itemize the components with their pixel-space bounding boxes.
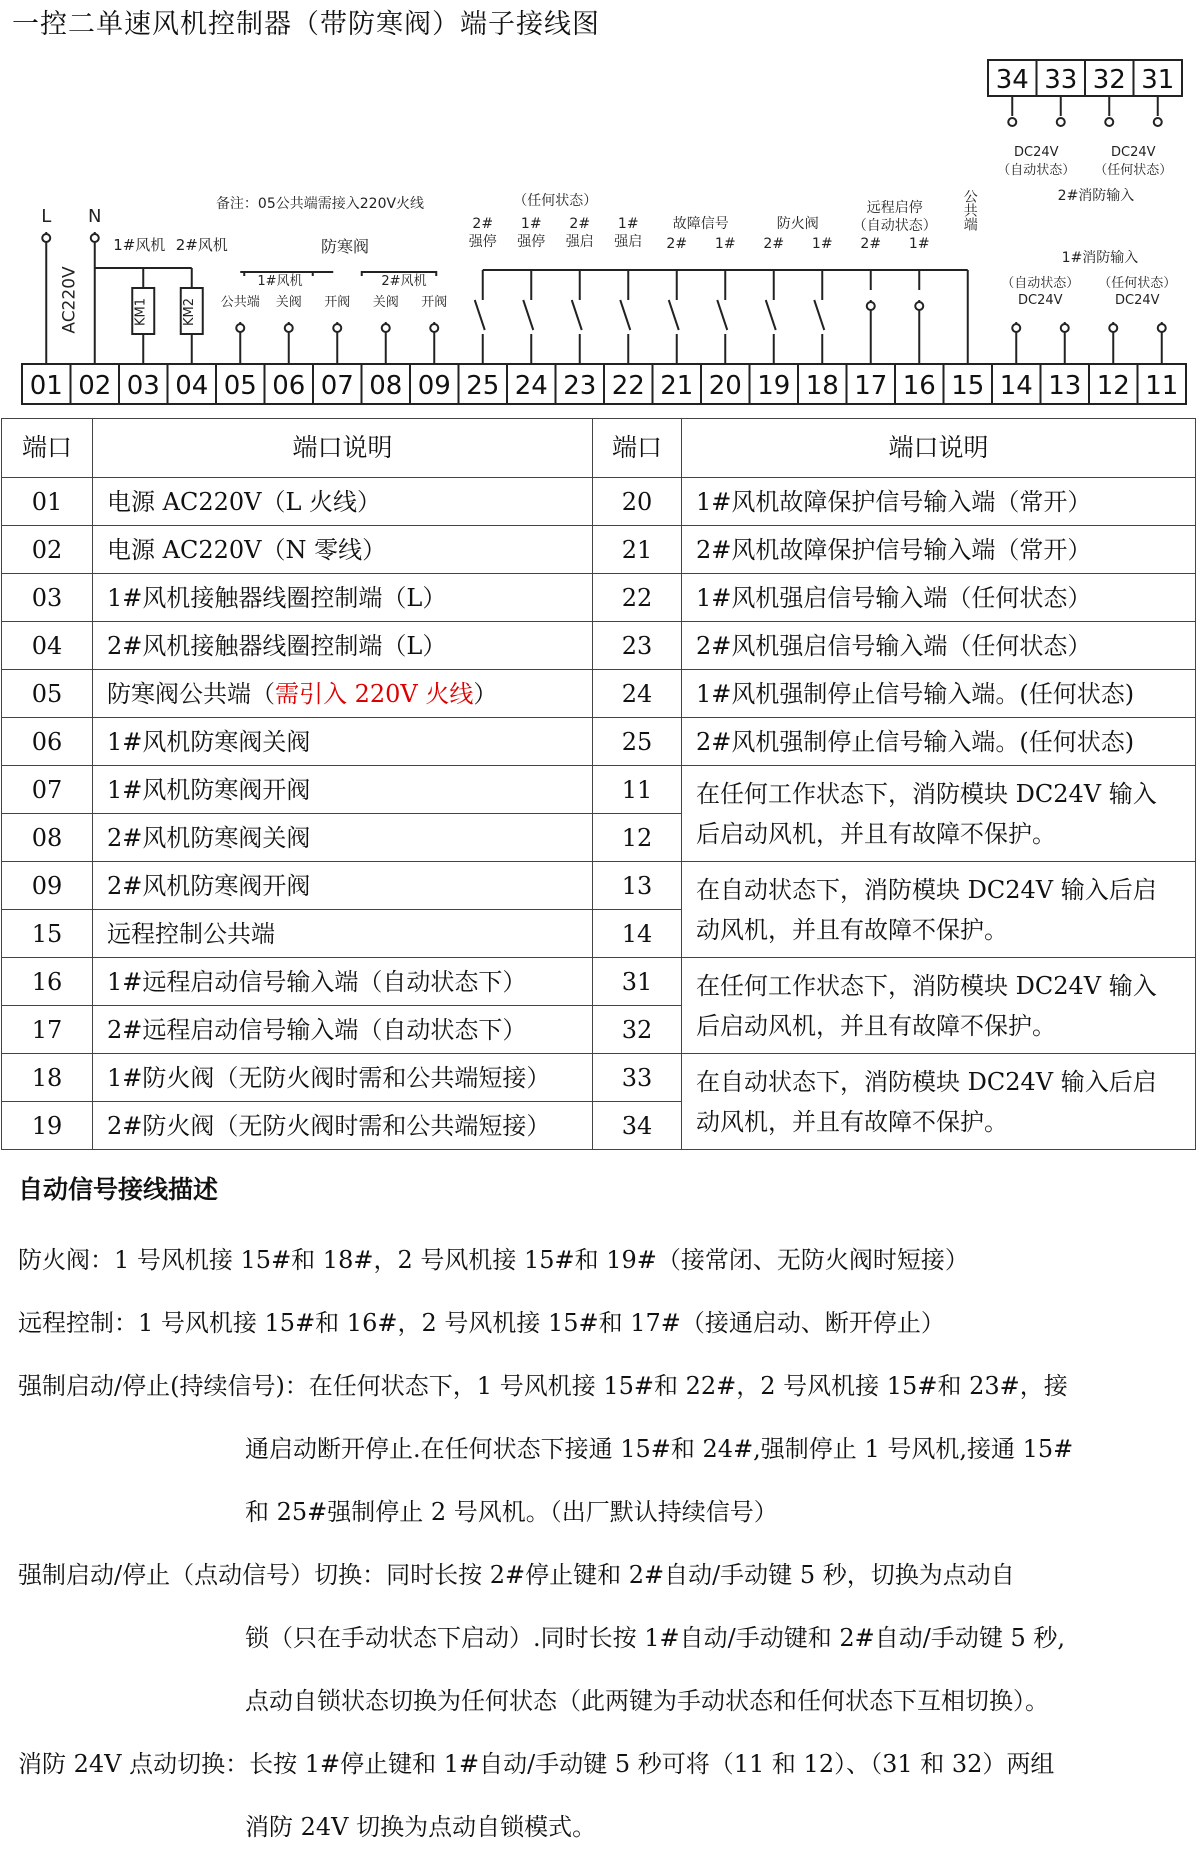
terminal-label: 20 (708, 371, 742, 401)
terminal-label: 15 (951, 371, 985, 401)
table-row (2, 1054, 1196, 1102)
header-desc: 端口说明 (93, 419, 593, 478)
port-number: 17 (2, 1006, 93, 1054)
diagram-label: 1#风机 (257, 274, 303, 289)
note-line: 通启动断开停止.在任何状态下接通 15#和 24#,强制停止 1 号风机,接通 15# (245, 1435, 1074, 1463)
port-number: 12 (593, 814, 682, 862)
port-description: 1#风机故障保护信号输入端（常开） (682, 478, 1196, 526)
port-description-merged (682, 766, 1196, 862)
desc-line: 在任何工作状态下，消防模块 DC24V 输入 (696, 971, 1157, 1000)
switch-contact (620, 300, 630, 330)
diagram-label: （自动状态） (852, 218, 937, 234)
desc-line: 后启动风机，并且有故障不保护。 (696, 819, 1056, 848)
port-number: 32 (593, 1006, 682, 1054)
terminal-dot (915, 302, 923, 310)
terminal-label: 31 (1141, 65, 1175, 95)
port-number: 31 (593, 958, 682, 1006)
port-number: 03 (2, 574, 93, 622)
note-line: 点动自锁状态切换为任何状态（此两键为手动状态和任何状态下互相切换）。 (245, 1687, 1049, 1715)
port-description: 电源 AC220V（L 火线） (93, 478, 593, 526)
diagram-label: 强停 (517, 234, 546, 250)
switch-contact (523, 300, 533, 330)
terminal-label: 01 (29, 371, 63, 401)
diagram-label: （自动状态） (997, 163, 1076, 178)
port-number: 24 (593, 670, 682, 718)
notes-heading: 自动信号接线描述 (18, 1175, 219, 1204)
wiring-diagram (0, 0, 1200, 410)
terminal-label: 21 (660, 371, 694, 401)
terminal-label: 17 (854, 371, 888, 401)
table-row (2, 862, 1196, 910)
port-number: 11 (593, 766, 682, 814)
port-number: 25 (593, 718, 682, 766)
note-line: 锁（只在手动状态下启动）.同时长按 1#自动/手动键和 2#自动/手动键 5 秒, (245, 1624, 1065, 1652)
diagram-label: DC24V (1013, 145, 1059, 160)
terminal-label: 33 (1044, 65, 1078, 95)
diagram-label: KM2 (181, 297, 197, 327)
port-number: 14 (593, 910, 682, 958)
port-number: 20 (593, 478, 682, 526)
table-row (2, 766, 1196, 814)
diagram-label: 2# (569, 216, 591, 232)
table-row (2, 622, 1196, 670)
terminal-label: 16 (902, 371, 936, 401)
port-number: 04 (2, 622, 93, 670)
terminal-dot (1008, 118, 1016, 126)
port-description: 1#远程启动信号输入端（自动状态下） (93, 958, 593, 1006)
terminal-dot (1057, 118, 1065, 126)
diagram-label: 1# (714, 236, 736, 252)
port-number: 13 (593, 862, 682, 910)
terminal-label: 24 (514, 371, 548, 401)
diagram-label: DC24V (1017, 293, 1063, 308)
diagram-label: 远程启停 (866, 200, 923, 216)
diagram-label: 公共端 (220, 295, 260, 310)
diagram-label: 2#风机 (175, 236, 228, 254)
port-description: 远程控制公共端 (93, 910, 593, 958)
terminal-label: 25 (466, 371, 500, 401)
diagram-label: 强停 (468, 234, 497, 250)
diagram-label: 公共端 (961, 189, 978, 231)
desc-line: 动风机，并且有故障不保护。 (696, 915, 1008, 944)
port-description: 1#防火阀（无防火阀时需和公共端短接） (93, 1054, 593, 1102)
table-row (2, 670, 1196, 718)
desc-line: 在自动状态下，消防模块 DC24V 输入后启 (696, 1067, 1157, 1096)
terminal-label: 03 (126, 371, 160, 401)
terminal-dot (42, 234, 50, 242)
terminal-dot (91, 234, 99, 242)
diagram-label: 防火阀 (776, 216, 819, 232)
diagram-label: 2# (472, 216, 494, 232)
note-line: 和 25#强制停止 2 号风机。（出厂默认持续信号） (245, 1498, 778, 1526)
diagram-label: 1#消防输入 (1061, 250, 1139, 266)
note-line: 防火阀：1 号风机接 15#和 18#，2 号风机接 15#和 19#（接常闭、无防火阀时短接） (18, 1246, 969, 1274)
terminal-dot (1109, 324, 1117, 332)
terminal-dot (285, 324, 293, 332)
port-number: 21 (593, 526, 682, 574)
port-number: 08 (2, 814, 93, 862)
diagram-label: 1#风机 (113, 236, 166, 254)
port-description: 2#风机接触器线圈控制端（L） (93, 622, 593, 670)
desc-line: 后启动风机，并且有故障不保护。 (696, 1011, 1056, 1040)
terminal-dot (333, 324, 341, 332)
diagram-label: 1# (908, 236, 930, 252)
terminal-dot (1154, 118, 1162, 126)
terminal-label: 07 (320, 371, 354, 401)
port-number: 22 (593, 574, 682, 622)
diagram-label: 故障信号 (672, 216, 729, 232)
port-description: 2#风机强制停止信号输入端。(任何状态) (682, 718, 1196, 766)
top-terminal-block (988, 60, 1182, 96)
diagram-label: 1# (811, 236, 833, 252)
port-number: 23 (593, 622, 682, 670)
terminal-label: 18 (805, 371, 839, 401)
terminal-dot (1061, 324, 1069, 332)
diagram-label: 1# (617, 216, 639, 232)
port-number: 16 (2, 958, 93, 1006)
port-number: 18 (2, 1054, 93, 1102)
port-description: 2#风机故障保护信号输入端（常开） (682, 526, 1196, 574)
switch-contact (717, 300, 727, 330)
diagram-label: 防寒阀 (320, 237, 370, 256)
terminal-label: 11 (1145, 371, 1179, 401)
port-description (93, 670, 593, 718)
terminal-dot (1012, 324, 1020, 332)
port-description: 1#风机防寒阀关阀 (93, 718, 593, 766)
terminal-strip (22, 364, 1186, 404)
diagram-label: 强启 (614, 234, 643, 250)
desc-text: ） (473, 679, 498, 708)
terminal-dot (1105, 118, 1113, 126)
diagram-label: 开阀 (324, 295, 351, 310)
terminal-label: 19 (757, 371, 791, 401)
port-description: 1#风机接触器线圈控制端（L） (93, 574, 593, 622)
terminal-label: 34 (995, 65, 1029, 95)
diagram-label: N (88, 206, 102, 227)
diagram-label: DC24V (1110, 145, 1156, 160)
terminal-label: 02 (78, 371, 112, 401)
header-port-right: 端口 (593, 419, 682, 478)
terminal-dot (382, 324, 390, 332)
terminal-label: 08 (369, 371, 403, 401)
diagram-label: 2#风机 (381, 274, 427, 289)
terminal-dot (867, 302, 875, 310)
table-row (2, 574, 1196, 622)
diagram-label: 1# (520, 216, 542, 232)
terminal-label: 12 (1096, 371, 1130, 401)
note-line: 远程控制：1 号风机接 15#和 16#，2 号风机接 15#和 17#（接通启动、断开停止） (18, 1309, 945, 1337)
port-table (1, 418, 1196, 1150)
terminal-dot (236, 324, 244, 332)
diagram-label: 关阀 (275, 295, 302, 310)
port-number: 06 (2, 718, 93, 766)
desc-warning: 需引入 220V 火线 (275, 679, 474, 708)
port-description-merged (682, 862, 1196, 958)
port-description-merged (682, 958, 1196, 1054)
terminal-dot (1158, 324, 1166, 332)
port-number: 15 (2, 910, 93, 958)
diagram-label: （任何状态） (513, 193, 598, 209)
note-line: 消防 24V 点动切换：长按 1#停止键和 1#自动/手动键 5 秒可将（11 和 12）、（31 和 32）两组 (18, 1750, 1055, 1778)
port-number: 02 (2, 526, 93, 574)
port-number: 34 (593, 1102, 682, 1150)
table-row (2, 718, 1196, 766)
diagram-label: （任何状态） (1098, 276, 1177, 291)
port-description: 电源 AC220V（N 零线） (93, 526, 593, 574)
switch-contact (669, 300, 679, 330)
terminal-label: 09 (417, 371, 451, 401)
diagram-labels (41, 145, 1176, 334)
diagram-label: L (41, 206, 52, 227)
port-description: 1#风机强制停止信号输入端。(任何状态) (682, 670, 1196, 718)
diagram-label: 2# (763, 236, 785, 252)
diagram-label: AC220V (59, 266, 80, 334)
port-description: 1#风机强启信号输入端（任何状态） (682, 574, 1196, 622)
port-description-merged (682, 1054, 1196, 1150)
terminal-dot (430, 324, 438, 332)
terminal-label: 22 (611, 371, 645, 401)
terminal-label: 05 (223, 371, 257, 401)
port-description: 2#风机防寒阀关阀 (93, 814, 593, 862)
port-number: 07 (2, 766, 93, 814)
port-description: 2#风机强启信号输入端（任何状态） (682, 622, 1196, 670)
diagram-label: （任何状态） (1094, 163, 1173, 178)
note-line: 强制启动/停止（点动信号）切换：同时长按 2#停止键和 2#自动/手动键 5 秒，切换为点动自 (18, 1561, 1015, 1589)
port-number: 33 (593, 1054, 682, 1102)
port-description: 2#防火阀（无防火阀时需和公共端短接） (93, 1102, 593, 1150)
header-port: 端口 (2, 419, 93, 478)
diagram-label: 备注：05公共端需接入220V火线 (215, 196, 425, 212)
diagram-label: KM1 (133, 297, 149, 327)
diagram-label: 2#消防输入 (1057, 188, 1135, 204)
port-description: 1#风机防寒阀开阀 (93, 766, 593, 814)
terminal-label: 32 (1092, 65, 1126, 95)
desc-line: 在任何工作状态下，消防模块 DC24V 输入 (696, 779, 1157, 808)
table-row (2, 478, 1196, 526)
terminal-label: 14 (999, 371, 1033, 401)
terminal-label: 13 (1048, 371, 1082, 401)
diagram-label: DC24V (1114, 293, 1160, 308)
port-number: 05 (2, 670, 93, 718)
switch-contact (766, 300, 776, 330)
terminal-label: 04 (175, 371, 209, 401)
desc-line: 在自动状态下，消防模块 DC24V 输入后启 (696, 875, 1157, 904)
port-number: 19 (2, 1102, 93, 1150)
diagram-label: 强启 (565, 234, 594, 250)
table-row (2, 526, 1196, 574)
switch-contact (572, 300, 582, 330)
table-row (2, 958, 1196, 1006)
terminal-label: 23 (563, 371, 597, 401)
document-title: 一控二单速风机控制器（带防寒阀）端子接线图 (12, 9, 600, 40)
desc-line: 动风机，并且有故障不保护。 (696, 1107, 1008, 1136)
port-description: 2#远程启动信号输入端（自动状态下） (93, 1006, 593, 1054)
diagram-label: 2# (860, 236, 882, 252)
switch-contact (814, 300, 824, 330)
desc-text: 防寒阀公共端（ (107, 679, 275, 708)
wiring (42, 96, 1173, 364)
diagram-label: （自动状态） (1001, 276, 1080, 291)
note-line: 强制启动/停止(持续信号)：在任何状态下，1 号风机接 15#和 22#，2 号风机接 15#和 23#，接 (18, 1372, 1068, 1400)
note-line: 消防 24V 切换为点动自锁模式。 (245, 1813, 597, 1841)
header-desc-right: 端口说明 (682, 419, 1196, 478)
diagram-label: 2# (666, 236, 688, 252)
diagram-label: 关阀 (372, 295, 399, 310)
diagram-label: 开阀 (421, 295, 448, 310)
port-number: 09 (2, 862, 93, 910)
switch-contact (475, 300, 485, 330)
port-description: 2#风机防寒阀开阀 (93, 862, 593, 910)
port-number: 01 (2, 478, 93, 526)
terminal-label: 06 (272, 371, 306, 401)
